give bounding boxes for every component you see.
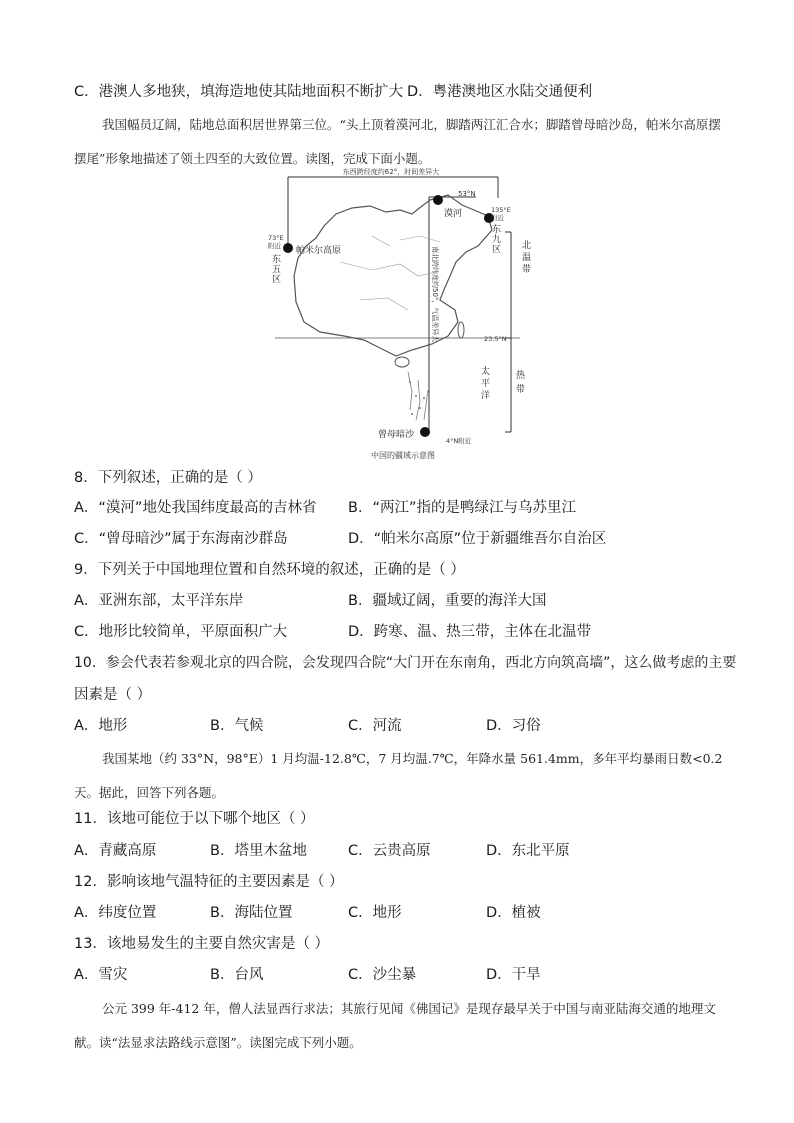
q11-option-d: D．东北平原 [486,843,570,859]
q13-option-d: D．干旱 [486,967,541,983]
zengmu-label: 曾母暗沙 [378,430,415,440]
svg-text:附近: 附近 [268,242,281,250]
map-top-label: 东西跨经度约62°，时间差异大 [342,168,440,176]
q10-option-b: B．气候 [210,718,264,734]
q8-stem: 8．下列叙述，正确的是（ ） [74,470,262,486]
china-outline [294,195,492,356]
q12-stem: 12．影响该地气温特征的主要因素是（ ） [74,874,344,890]
zengmu-point [420,427,430,437]
tropical-1: 热 [516,371,526,381]
q12-option-a: A．纬度位置 [74,905,157,921]
svg-text:附近: 附近 [491,214,504,222]
intro-faxian: 公元 399 年-412 年，僧人法显西行求法；其旅行见闻《佛国记》是现存最早关于中国与南亚陆海交通的地理文献。读“法显求法路线示意图”。读图完成下列小题。 [74,1001,716,1050]
svg-text:区: 区 [492,245,502,255]
q11-option-c: C．云贵高原 [348,843,431,859]
svg-text:平: 平 [481,379,491,389]
svg-text:五: 五 [272,265,282,275]
option-d-prev: D．粤港澳地区水陆交通便利 [407,84,593,100]
q9-option-c: C．地形比较简单，平原面积广大 [74,624,288,640]
q12-option-c: C．地形 [348,905,402,921]
q10-stem-line2: 因素是（ ） [74,687,152,703]
q13-option-b: B．台风 [210,967,264,983]
ns-label: 南北跨纬度约50°，气温差异大 [431,246,439,343]
svg-text:带: 带 [522,265,532,275]
q10-option-a: A．地形 [74,718,128,734]
q12-option-b: B．海陆位置 [210,905,293,921]
q8-option-b: B．“两江”指的是鸭绿江与乌苏里江 [348,500,576,516]
pamir-point [283,243,293,253]
tropic-label: 23.5°N [484,335,507,343]
pacific-1: 太 [481,367,491,377]
north-temperate-1: 北 [522,241,532,251]
svg-text:洋: 洋 [481,391,491,401]
svg-text:温: 温 [522,253,532,263]
west-zone-1: 东 [272,255,282,265]
q8-option-d: D．“帕米尔高原”位于新疆维吾尔自治区 [348,531,607,547]
lon73-label: 73°E [268,234,284,242]
q12-option-d: D．植被 [486,905,541,921]
svg-text:区: 区 [272,275,282,285]
q9-stem: 9．下列关于中国地理位置和自然环境的叙述，正确的是（ ） [74,562,465,578]
q10-stem-line1: 10．参会代表若参观北京的四合院，会发现四合院“大门开在东南角，西北方向筑高墙”，这么做考虑的主要 [74,655,737,671]
mohe-point [433,195,443,205]
q8-option-c: C．“曾母暗沙”属于东海南沙群岛 [74,531,288,547]
q13-option-a: A．雪灾 [74,967,128,983]
east-zone-1: 东 [492,225,502,235]
q13-stem: 13．该地易发生的主要自然灾害是（ ） [74,936,330,952]
mohe-lat-label: 53°N [458,190,476,198]
intro-territory: 我国幅员辽阔，陆地总面积居世界第三位。“头上顶着漠河北，脚踏两江汇合水；脚踏曾母暗沙岛，帕米尔高原摆摆尾”形象地描述了领土四至的大致位置。读图，完成下面小题。 [74,117,721,166]
q9-option-d: D．跨寒、温、热三带，主体在北温带 [348,624,592,640]
svg-text:九: 九 [492,235,502,245]
lon135-label: 135°E [491,206,511,214]
option-c-prev: C．港澳人多地狭，填海造地使其陆地面积不断扩大 [74,84,404,100]
map-caption: 中国的疆域示意图 [371,451,435,460]
q11-option-a: A．青藏高原 [74,843,157,859]
q9-option-a: A．亚洲东部，太平洋东岸 [74,593,244,609]
q10-option-c: C．河流 [348,718,402,734]
q8-option-a: A．“漠河”地处我国纬度最高的吉林省 [74,500,317,516]
intro-climate: 我国某地（约 33°N，98°E）1 月均温-12.8℃，7 月均温.7℃，年降水量 561.4mm，多年平均暴雨日数<0.2 天。据此，回答下列各题。 [74,751,723,800]
q11-stem: 11．该地可能位于以下哪个地区（ ） [74,811,315,827]
china-territory-map [0,160,794,470]
q10-option-d: D．习俗 [486,718,541,734]
q11-option-b: B．塔里木盆地 [210,843,307,859]
pamir-label: 帕米尔高原 [296,246,342,256]
q13-option-c: C．沙尘暴 [348,967,417,983]
svg-text:带: 带 [516,385,526,395]
mohe-label: 漠河 [444,209,463,219]
lat4-label: 4°N附近 [446,437,472,445]
q9-option-b: B．疆域辽阔，重要的海洋大国 [348,593,547,609]
